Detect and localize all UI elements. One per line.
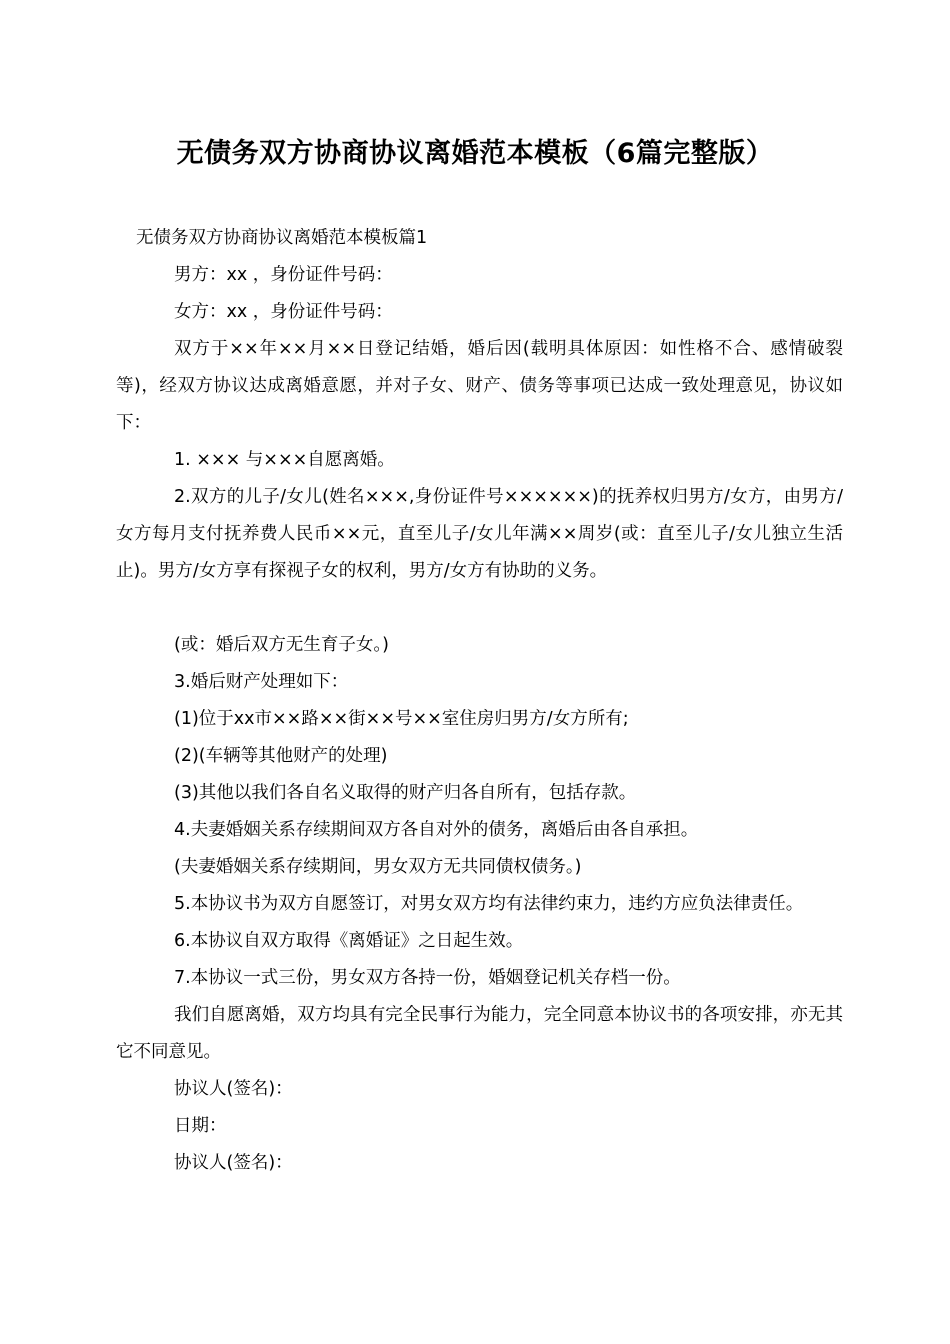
female-party-line: 女方：xx ，身份证件号码： (174, 302, 393, 322)
clause-4: 4.夫妻婚姻关系存续期间双方各自对外的债务，离婚后由各自承担。 (174, 820, 699, 840)
clause-2-alt: (或：婚后双方无生育子女。) (174, 635, 389, 655)
intro-paragraph: 双方于××年××月××日登记结婚，婚后因(载明具体原因：如性格不合、感情破裂等)，经双方协议达成离婚意愿，并对子女、财产、债务等事项已达成一致处理意见，协议如下： (116, 339, 843, 433)
clause-7: 7.本协议一式三份，男女双方各持一份，婚姻登记机关存档一份。 (174, 968, 681, 988)
document-title: 无债务双方协商协议离婚范本模板（6篇完整版） (176, 138, 774, 169)
clause-3-item-3: (3)其他以我们各自名义取得的财产归各自所有，包括存款。 (174, 783, 637, 803)
clause-2: 2.双方的儿子/女儿(姓名×××,身份证件号××××××)的抚养权归男方/女方，由男方/女方每月支付抚养费人民币××元，直至儿子/女儿年满××周岁(或：直至儿子/女儿独立生活止)。男方/女方享有探视子女的权利，男方/女方有协助的义务。 (116, 487, 843, 581)
clause-3-item-1: (1)位于xx市××路××街××号××室住房归男方/女方所有; (174, 709, 629, 729)
section-heading: 无债务双方协商协议离婚范本模板篇1 (136, 228, 428, 248)
clause-4-alt: (夫妻婚姻关系存续期间，男女双方无共同债权债务。) (174, 857, 582, 877)
clause-3-item-2: (2)(车辆等其他财产的处理) (174, 746, 388, 766)
document-body (116, 220, 843, 1182)
paragraph-gap (116, 590, 843, 627)
clause-5: 5.本协议书为双方自愿签订，对男女双方均有法律约束力，违约方应负法律责任。 (174, 894, 804, 914)
clause-6: 6.本协议自双方取得《离婚证》之日起生效。 (174, 931, 524, 951)
male-party-line: 男方：xx ，身份证件号码： (174, 265, 393, 285)
date-line: 日期： (174, 1116, 227, 1136)
signature-line-2: 协议人(签名)： (174, 1153, 293, 1173)
clause-1: 1. ××× 与×××自愿离婚。 (174, 450, 395, 470)
declaration-paragraph: 我们自愿离婚，双方均具有完全民事行为能力，完全同意本协议书的各项安排，亦无其它不同意见。 (116, 1005, 843, 1062)
clause-3: 3.婚后财产处理如下： (174, 672, 349, 692)
signature-line-1: 协议人(签名)： (174, 1079, 293, 1099)
